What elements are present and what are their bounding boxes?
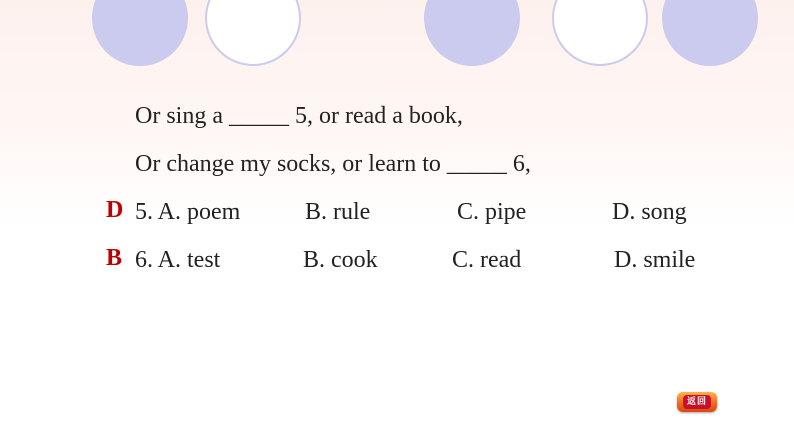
lyric-line-2: Or change my socks, or learn to _____ 6, [135, 151, 531, 177]
q6-option-d: D. smile [614, 247, 696, 273]
q5-option-a: 5. A. poem [135, 199, 241, 225]
q6-option-a: 6. A. test [135, 247, 221, 273]
decor-circle-2 [424, 0, 520, 66]
q6-option-b: B. cook [303, 247, 378, 273]
back-button[interactable] [677, 392, 717, 412]
answer-6: B [106, 245, 123, 271]
decor-circle-3 [662, 0, 758, 66]
answer-5: D [106, 197, 124, 223]
back-button-label: 返回 [686, 397, 707, 407]
decor-circle-1 [92, 0, 188, 66]
q5-option-d: D. song [612, 199, 687, 225]
decor-ring-1 [205, 0, 301, 66]
lyric-line-1: Or sing a _____ 5, or read a book, [135, 103, 463, 129]
q5-option-c: C. pipe [457, 199, 527, 225]
decor-ring-2 [552, 0, 648, 66]
q5-option-b: B. rule [305, 199, 371, 225]
back-button-face [683, 395, 711, 409]
q6-option-c: C. read [452, 247, 522, 273]
